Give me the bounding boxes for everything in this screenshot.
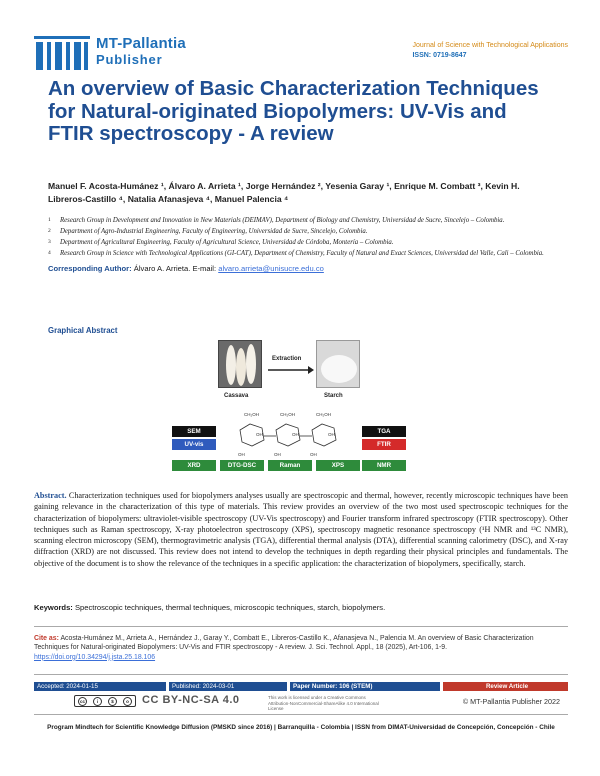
affiliation-number: 4 xyxy=(48,250,51,256)
accepted-date: Accepted: 2024-01-15 xyxy=(34,682,166,691)
tag-xrd: XRD xyxy=(172,460,216,471)
citation-block xyxy=(34,634,568,662)
arrow-right-icon xyxy=(268,366,314,374)
divider xyxy=(34,674,568,675)
affiliation-text: Department of Agricultural Engineering, Faculty of Agricultural Science, Universidad de Córdoba, Montería – Colombia. xyxy=(60,239,394,246)
keywords-label: Keywords: xyxy=(34,603,73,612)
affiliation-number: 3 xyxy=(48,239,51,245)
tag-raman: Raman xyxy=(268,460,312,471)
starch-powder-icon xyxy=(317,341,361,389)
graphical-abstract-figure xyxy=(172,338,406,478)
citation-label: Cite as: xyxy=(34,635,59,642)
publisher-name-line1: MT-Pallantia xyxy=(96,35,186,52)
tag-dtg-dsc: DTG-DSC xyxy=(220,460,264,471)
page-footer: Program Mindtech for Scientific Knowledge Diffusion (PMSKD since 2016) | Barranquilla - Colombia | ISSN from DIMAT-Universidad de Concepción, Concepción - Chile xyxy=(47,724,555,731)
group-label: CH₂OH xyxy=(244,412,259,417)
corresponding-email-link[interactable]: alvaro.arrieta@unisucre.edu.co xyxy=(218,264,324,273)
affiliation-number: 2 xyxy=(48,228,51,234)
affiliation-text: Research Group in Science with Technological Applications (GI-CAT), Department of Chemistry, Faculty of Natural and Exact Sciences, Universidad del Valle, Cali – Colombia. xyxy=(60,250,544,257)
affiliations xyxy=(48,216,558,260)
abstract-label: Abstract. xyxy=(34,491,67,500)
abstract-text: Characterization techniques used for biopolymers analyses usually are spectroscopic and thermal, however, recently microscopic techniques have been gaining relevance in the characterization of this type of materials. This review provides an overview of the two most used spectroscopic techniques for the characterization of biopolymers: ultraviolet-visible spectroscopy (UV-Vis spectroscopy) and Fourier transform infrared spectroscopy (FTIR spectroscopy). Other techniques such as Raman spectroscopy, X-ray photoelectron spectroscopy (XPS), spectroscopy magnetic resonance spectroscopy (¹H NMR and ¹³C NMR), scanning electron microscopy (SEM), thermogravimetric analysis (TGA), differential thermal analysis (DTA), differential scanning calorimetry (DSC), and X-ray diffraction (XRD) are not discussed. This review does not intend to develop the techniques in depth regarding their physical principles and fundamentals. The objective of the document is to show the relevance of the techniques in a specific application: the characterization of biopolymers, specifically, starch. xyxy=(34,491,568,568)
sa-icon: o xyxy=(123,697,132,706)
affiliation-item xyxy=(48,249,558,258)
license-bar xyxy=(34,695,568,709)
affiliation-item xyxy=(48,238,558,247)
copyright-notice: © MT-Pallantia Publisher 2022 xyxy=(462,697,560,706)
cassava-photo xyxy=(218,340,262,388)
corresponding-name: Álvaro A. Arrieta. E-mail: xyxy=(133,264,217,273)
publisher-name xyxy=(96,36,186,67)
starch-photo xyxy=(316,340,360,388)
divider xyxy=(34,714,568,715)
tag-uvvis: UV-vis xyxy=(172,439,216,450)
journal-name: Journal of Science with Technological Applications xyxy=(412,42,568,49)
group-label: OH xyxy=(292,432,299,437)
starch-label: Starch xyxy=(324,393,343,399)
citation-text: Acosta-Humánez M., Arrieta A., Hernández J., Garay Y., Combatt E., Libreros-Castillo K., Afanasjeva N., Palencia M. An overview of Basic Characterization Techniques for Natural-originated Biopolymers: UV-Vis and FTIR spectroscopy - A review. J. Sci. Technol. Appl., 18 (2025), Art-106, 1-9. xyxy=(34,635,534,652)
cc-icon: cc xyxy=(79,698,85,704)
corresponding-label: Corresponding Author: xyxy=(48,264,132,273)
published-date: Published: 2024-03-01 xyxy=(169,682,287,691)
cassava-roots-icon xyxy=(219,341,263,389)
tag-sem: SEM xyxy=(172,426,216,437)
divider xyxy=(34,626,568,627)
cc-license-badge[interactable] xyxy=(74,695,136,707)
extraction-label: Extraction xyxy=(272,356,302,362)
journal-issn: ISSN: 0719-8647 xyxy=(412,52,467,59)
affiliation-text: Department of Agro-Industrial Engineering, Faculty of Engineering, Universidad de Sucre, Sincelejo, Colombia. xyxy=(60,228,368,235)
article-info-bar xyxy=(34,682,568,691)
starch-molecule-icon xyxy=(234,406,346,462)
by-icon: i xyxy=(93,697,102,706)
affiliation-item xyxy=(48,227,558,236)
tag-ftir: FTIR xyxy=(362,439,406,450)
group-label: OH xyxy=(256,432,263,437)
publisher-name-line2: Publisher xyxy=(96,52,163,67)
affiliation-text: Research Group in Development and Innovation in New Materials (DEIMAV), Department of Biology and Chemistry, Universidad de Sucre, Sincelejo – Colombia. xyxy=(60,217,505,224)
paper-title: An overview of Basic Characterization Techniques for Natural-originated Biopolymers: UV-Vis and FTIR spectroscopy - A review xyxy=(48,77,539,145)
group-label: CH₂OH xyxy=(280,412,295,417)
cassava-label: Cassava xyxy=(224,393,249,399)
abstract-section xyxy=(34,490,568,569)
tag-xps: XPS xyxy=(316,460,360,471)
graphical-abstract-label: Graphical Abstract xyxy=(48,326,118,335)
corresponding-author xyxy=(48,264,324,274)
license-description: This work is licensed under a Creative Commons Attribution-NonCommercial-ShareAlike 4.0 International License xyxy=(268,695,379,711)
nc-icon: $ xyxy=(108,697,117,706)
author-list: Manuel F. Acosta-Humánez ¹, Álvaro A. Arrieta ¹, Jorge Hernández ², Yesenia Garay ¹, Enrique M. Combatt ³, Kevin H. Libreros-Castillo ⁴, Natalia Afanasjeva ⁴, Manuel Palencia ⁴ xyxy=(48,181,520,204)
affiliation-number: 1 xyxy=(48,217,51,223)
affiliation-item xyxy=(48,216,558,225)
keywords-section xyxy=(34,603,568,613)
group-label: OH xyxy=(274,452,281,457)
tag-nmr: NMR xyxy=(362,460,406,471)
article-type-badge: Review Article xyxy=(443,682,568,691)
group-label: OH xyxy=(238,452,245,457)
paper-number: Paper Number: 106 (STEM) xyxy=(290,682,440,691)
tag-tga: TGA xyxy=(362,426,406,437)
publisher-logo-icon xyxy=(34,36,90,70)
keywords-text: Spectroscopic techniques, thermal techniques, microscopic techniques, starch, biopolymers. xyxy=(74,603,386,612)
license-label: CC BY-NC-SA 4.0 xyxy=(142,694,240,706)
group-label: CH₂OH xyxy=(316,412,331,417)
group-label: OH xyxy=(310,452,317,457)
journal-info xyxy=(412,41,568,61)
group-label: OH xyxy=(328,432,335,437)
page-header xyxy=(34,34,574,74)
doi-link[interactable]: https://doi.org/10.34294/j.jsta.25.18.106 xyxy=(34,653,156,661)
